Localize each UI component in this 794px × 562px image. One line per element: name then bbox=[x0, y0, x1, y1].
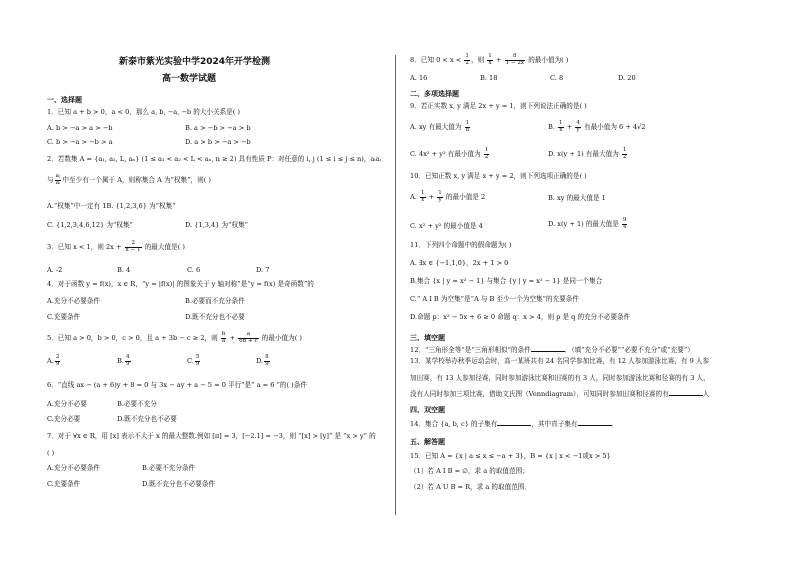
q2-option-d: D. {1,3,4} 为“权集” bbox=[185, 221, 249, 229]
q2-text: 与 bbox=[47, 176, 54, 185]
q9b-frac2-num: 4 bbox=[576, 120, 580, 126]
q5-frac2-den: 6b + c bbox=[239, 337, 258, 344]
q10a-label: A. bbox=[410, 193, 419, 202]
q9b-fraction-1 bbox=[558, 121, 564, 133]
question-1: 1．已知 a + b > 0，a < 0，那么 a, b, −a, −b 的大小关系是( ) bbox=[47, 108, 240, 116]
q8-frac0-num: 1 bbox=[465, 53, 469, 59]
q2-frac-den: aᵢ bbox=[55, 179, 61, 186]
q5-frac2-num: a bbox=[238, 332, 259, 339]
q10a-fraction-1 bbox=[420, 191, 426, 203]
q2-text-post: 中至少有一个属于 A，则称集合 A 为“权集”，则( ) bbox=[62, 176, 211, 185]
q9b-text-post: 有最小值为 6 + 4√2 bbox=[581, 123, 646, 132]
q12-text: 12．“三角形全等”是“三角形相似”的条件 bbox=[410, 346, 531, 354]
q10a-frac2-num: 1 bbox=[438, 190, 442, 196]
q4-option-a: A.充分不必要条件 bbox=[47, 297, 101, 305]
q5d-den: 9 bbox=[265, 360, 269, 367]
question-3 bbox=[47, 241, 185, 253]
q3-option-d: D. 7 bbox=[256, 266, 270, 274]
q10d-num: 9 bbox=[622, 217, 627, 223]
q11-option-b: B.集合 {x | y = x² − 1} 与集合 {y | y = x² − 1} 是同一个集合 bbox=[410, 277, 603, 285]
q1-option-a: A. b > −a > a > −b bbox=[47, 124, 113, 132]
q5c-fraction bbox=[195, 355, 201, 367]
q7-option-b: B.必要不充分条件 bbox=[142, 464, 196, 472]
q5b-fraction bbox=[125, 355, 131, 367]
question-6: 6．“直线 ax − (a + 6)y + 8 = 0 与 3x − ay + a − 5 = 0 平行”是“ a = 6 ”的( )条件 bbox=[47, 381, 307, 389]
q5a-label: A. bbox=[47, 357, 54, 366]
q14-text-mid: ，其中真子集有 bbox=[531, 420, 578, 428]
section-fill-blank: 三、填空题 bbox=[410, 334, 445, 342]
question-2: 2．若数集 A = {a₁, a₂, L, aₙ} (1 ≤ a₁ < a₂ < L < aₙ, n ≥ 2) 具有性质 P：对任意的 i, j (1 ≤ i ≤ j ≤ n)，aᵢaⱼ bbox=[47, 155, 382, 163]
q8-frac0-den: 2 bbox=[465, 59, 469, 66]
question-14 bbox=[410, 420, 618, 428]
q9b-frac2-den: y bbox=[576, 126, 580, 133]
q10-option-b: B. xy 的最大值是 1 bbox=[548, 194, 606, 202]
q4-option-d: D.既不充分也不必要 bbox=[185, 313, 245, 321]
q11-option-d: D.命题 p：x² − 5x + 6 ≥ 0 命题 q：x > 4，则 p 是 q 的充分不必要条件 bbox=[410, 313, 631, 321]
exam-title: 新泰市紫光实验中学2024年开学检测 bbox=[119, 57, 271, 67]
q2-fraction bbox=[55, 174, 62, 186]
q4-option-c: C.充要条件 bbox=[47, 313, 81, 321]
q10a-frac1-den: x bbox=[421, 196, 425, 203]
q2-frac-num: aⱼ bbox=[55, 173, 61, 179]
question-12 bbox=[410, 346, 694, 354]
q10a-fraction-2 bbox=[437, 191, 443, 203]
q5a-fraction bbox=[55, 355, 61, 367]
q10a-plus: + bbox=[426, 193, 437, 202]
q8-option-c: C. 8 bbox=[550, 74, 564, 82]
q6-option-d: D.既不充分也不必要 bbox=[117, 415, 177, 423]
q9a-num: 1 bbox=[465, 120, 470, 126]
q3-text: 3．已知 x < 1，则 2x + bbox=[47, 243, 124, 252]
question-4: 4．对于函数 y = f(x)，x ∈ R，“y = |f(x)| 的图象关于 y 轴对称”是“y = f(x) 是奇函数”的 bbox=[47, 280, 314, 288]
q8-text: 8．已知 0 < x < bbox=[410, 56, 464, 65]
q5a-den: 9 bbox=[55, 360, 60, 367]
q13-text-post: 人 bbox=[702, 390, 710, 398]
q8-option-a: A. 16 bbox=[410, 74, 428, 82]
q9b-plus: + bbox=[564, 123, 575, 132]
q8-fraction-1 bbox=[487, 54, 493, 66]
q5-option-b bbox=[117, 355, 132, 367]
q9-option-c bbox=[410, 148, 490, 160]
q2-option-c: C. {1,2,3,4,6,12} 为“权集” bbox=[47, 221, 133, 229]
question-8 bbox=[410, 54, 568, 66]
q9c-den: 2 bbox=[484, 153, 489, 160]
q1-option-b: B. a > −b > −a > b bbox=[185, 124, 251, 132]
q5-frac1-den: a bbox=[221, 337, 226, 344]
q9c-fraction bbox=[484, 148, 490, 160]
q14-blank-2 bbox=[578, 420, 612, 426]
q8-fraction-2 bbox=[505, 54, 526, 66]
q9-option-a bbox=[410, 121, 471, 133]
q5d-fraction bbox=[264, 355, 270, 367]
q9b-fraction-2 bbox=[575, 121, 581, 133]
question-15-part-2: （2）若 A U B = R，求 a 的取值范围． bbox=[410, 483, 531, 491]
q8-mid: ，则 bbox=[470, 56, 487, 65]
q10a-frac2-den: y bbox=[438, 196, 442, 203]
q8-fraction-0 bbox=[464, 54, 470, 66]
q7-option-a: A.充分不必要条件 bbox=[47, 464, 101, 472]
q7-option-d: D.既不充分也不必要条件 bbox=[142, 480, 216, 488]
q10-option-c: C. x² + y² 的最小值是 4 bbox=[410, 222, 483, 230]
section-multi-choice: 二、多项选择题 bbox=[410, 90, 459, 98]
q14-blank-1 bbox=[497, 420, 531, 426]
q10-option-a bbox=[410, 191, 485, 203]
question-5 bbox=[47, 332, 302, 344]
q5d-num: 8 bbox=[265, 354, 269, 360]
q10d-fraction bbox=[622, 218, 628, 230]
q1-option-c: C. b > −a > −b > a bbox=[47, 138, 113, 146]
q10d-text: D. x(y + 1) 的最大值是 bbox=[548, 220, 621, 229]
q8-option-b: B. 18 bbox=[480, 74, 498, 82]
q10-option-d bbox=[548, 218, 628, 230]
q3-frac-num: 2 bbox=[125, 241, 142, 248]
question-13-line2: 加田赛，有 13 人参加径赛，同时参加游泳比赛和田赛的有 3 人，同时参加游泳比赛和径赛的有 3 人， bbox=[410, 374, 710, 382]
q12-text-post: ．（填“充分不必要”“必要不充分”或“充要”） bbox=[564, 346, 694, 354]
q9d-den: 2 bbox=[622, 153, 627, 160]
q5-frac1-num: b bbox=[221, 331, 226, 337]
q10d-den: 4 bbox=[622, 223, 627, 230]
q5c-label: C. bbox=[187, 357, 194, 366]
q3-fraction bbox=[125, 241, 142, 253]
q11-option-c: C.“ A I B 为空集”是“A 与 B 至少一个为空集”的充要条件 bbox=[410, 295, 579, 303]
q9a-fraction bbox=[465, 121, 471, 133]
q9d-fraction bbox=[622, 148, 628, 160]
question-15-part-1: （1）若 A I B = ∅，求 a 的取值范围； bbox=[410, 467, 529, 475]
q9d-num: 1 bbox=[622, 147, 627, 153]
section-choice: 一、选择题 bbox=[47, 96, 82, 104]
q9c-num: 1 bbox=[484, 147, 489, 153]
q5-text-post: 的最小值为( ) bbox=[259, 334, 302, 343]
question-13-line3 bbox=[410, 390, 709, 398]
q13-blank bbox=[669, 390, 703, 396]
q8-frac1-den: x bbox=[488, 59, 492, 66]
question-15: 15．已知 A = {x | a ≤ x ≤ −a + 3}，B = {x | x < −1或x > 5} bbox=[410, 452, 611, 460]
q8-text-post: 的最小值为( ) bbox=[526, 56, 569, 65]
question-9: 9．若正实数 x, y 满足 2x + y = 1，则下列说法正确的是( ) bbox=[410, 102, 587, 110]
q13-text: 没有人同时参加三项比赛，借助文氏图（Venndiagram），可知同时参加田赛和径赛的有 bbox=[410, 390, 669, 398]
q5-plus: + bbox=[227, 334, 238, 343]
q8-frac1-num: 1 bbox=[488, 53, 492, 59]
q2-option-a: A.“权集”中一定有 1B. {1,2,3,6} 为“权集” bbox=[47, 202, 176, 210]
q5b-den: 9 bbox=[125, 360, 130, 367]
q14-text-post: ． bbox=[611, 420, 619, 428]
q11-option-a: A. ∃x ∈ {−1,1,0}，2x + 1 > 0 bbox=[410, 259, 509, 267]
column-divider bbox=[395, 55, 396, 515]
q5-fraction-2 bbox=[238, 332, 259, 344]
q5-text: 5．已知 a > 0，b > 0，c > 0，且 a + 3b − c ≥ 2，则 bbox=[47, 334, 220, 343]
q6-option-b: B.必要不充分 bbox=[117, 400, 157, 408]
q5b-label: B. bbox=[117, 357, 124, 366]
q5-option-c bbox=[187, 355, 201, 367]
q10a-text-post: 的最小值是 2 bbox=[443, 193, 486, 202]
question-10: 10．已知正数 x, y 满足 x + y = 2，则下列选项正确的是( ) bbox=[410, 172, 587, 180]
q7-option-c: C.充要条件 bbox=[47, 480, 81, 488]
q3-option-c: C. 6 bbox=[187, 266, 201, 274]
section-answer: 五、解答题 bbox=[410, 438, 445, 446]
q8-frac2-num: 8 bbox=[505, 54, 526, 61]
q9b-frac1-den: x bbox=[559, 126, 563, 133]
question-2-cont bbox=[47, 174, 211, 186]
q9c-text: C. 4x² + y² 有最小值为 bbox=[410, 150, 483, 159]
q3-frac-den: x − 1 bbox=[125, 246, 141, 253]
question-11: 11．下列四个命题中的假命题为( ) bbox=[410, 241, 512, 249]
q3-text-post: 的最大值是( ) bbox=[142, 243, 185, 252]
q9-option-b bbox=[548, 121, 646, 133]
q5c-num: 5 bbox=[195, 354, 200, 360]
q5-option-d bbox=[256, 355, 271, 367]
q3-option-b: B. 4 bbox=[117, 266, 131, 274]
section-double-blank: 四、双空题 bbox=[410, 406, 445, 414]
q8-frac2-den: 1 − 2x bbox=[505, 59, 525, 66]
q8-plus: + bbox=[493, 56, 504, 65]
q4-option-b: B.必要而不充分条件 bbox=[185, 297, 245, 305]
q5-fraction-1 bbox=[221, 332, 227, 344]
q6-option-c: C.充分必要 bbox=[47, 415, 81, 423]
q8-option-d: D. 20 bbox=[618, 74, 636, 82]
q5-option-a bbox=[47, 355, 61, 367]
exam-subtitle: 高一数学试题 bbox=[162, 74, 217, 84]
q9-option-d bbox=[548, 148, 628, 160]
q10a-frac1-num: 1 bbox=[420, 190, 425, 196]
q1-option-d: D. a > b > −a > −b bbox=[185, 138, 251, 146]
q9b-label: B. bbox=[548, 123, 558, 132]
q5d-label: D. bbox=[256, 357, 264, 366]
q5a-num: 2 bbox=[55, 354, 60, 360]
question-13: 13．某学校举办秋季运动会时，高一某班共有 24 名同学参加比赛，有 12 人参加游泳比赛，有 9 人参 bbox=[410, 357, 710, 365]
q9a-text: A. xy 有最大值为 bbox=[410, 123, 464, 132]
q5b-num: 4 bbox=[125, 354, 130, 360]
q6-option-a: A.充分不必要 bbox=[47, 400, 87, 408]
q12-blank bbox=[531, 346, 565, 352]
q9d-text: D. x(y + 1) 有最大值为 bbox=[548, 150, 621, 159]
q9b-frac1-num: 1 bbox=[559, 120, 563, 126]
question-7-cont: ( ) bbox=[47, 449, 55, 457]
question-7: 7．对于 ∀x ∈ R，用 [x] 表示不大于 x 的最大整数.例如 [π] = 3，[−2.1] = −3，则 “[x] > [y]” 是 “x > y” 的 bbox=[47, 432, 376, 440]
q3-option-a: A. -2 bbox=[47, 266, 63, 274]
q14-text: 14．集合 {a, b, c} 的子集有 bbox=[410, 420, 498, 428]
q9a-den: 8 bbox=[465, 126, 470, 133]
q5c-den: 9 bbox=[195, 360, 200, 367]
